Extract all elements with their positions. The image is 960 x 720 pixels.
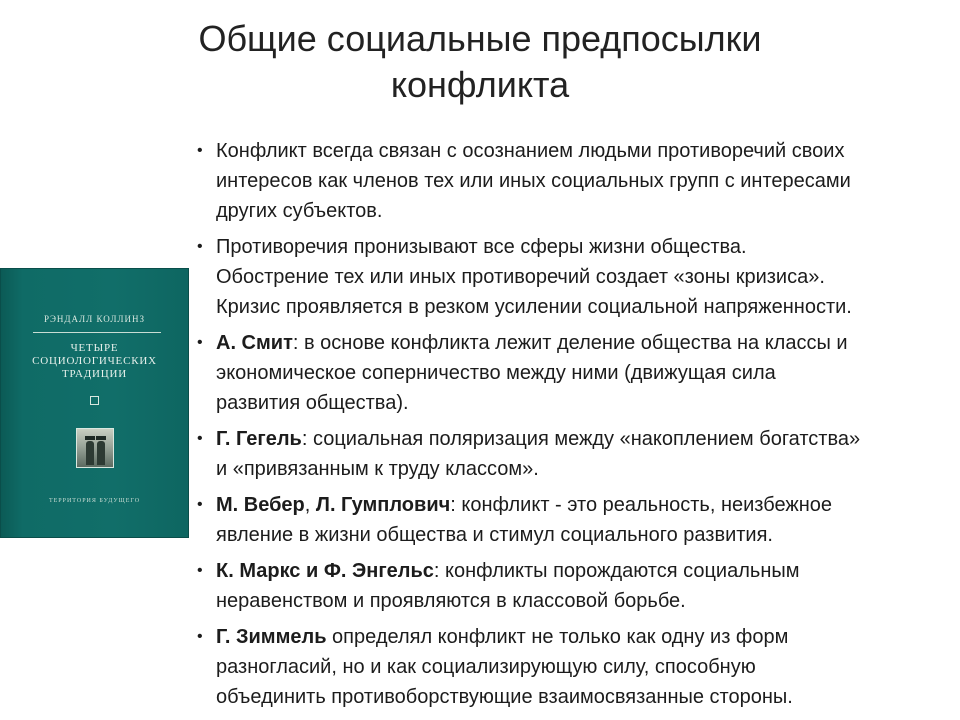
bullet-item bbox=[193, 232, 955, 322]
bullet-item bbox=[193, 556, 955, 616]
bullet-line: Кризис проявляется в резком усилении социальной напряженности. bbox=[216, 296, 852, 318]
bullet-text: , bbox=[304, 494, 316, 516]
bullet-item bbox=[193, 424, 955, 484]
bullet-text: : конфликты порождаются социальным bbox=[433, 560, 800, 582]
bullet-item bbox=[193, 136, 955, 226]
bullet-line bbox=[216, 490, 955, 520]
book-author: РЭНДАЛЛ КОЛЛИНЗ bbox=[43, 314, 146, 324]
bullet-line bbox=[216, 424, 955, 454]
bullet-line: разногласий, но и как социализирующую силу, способную bbox=[216, 656, 756, 678]
bullet-author: К. Маркс и Ф. Энгельс bbox=[216, 560, 434, 582]
bullet-dot-icon: • bbox=[197, 142, 203, 159]
book-emblem-icon bbox=[90, 396, 99, 405]
slide-title-line-1: Общие социальные предпосылки bbox=[198, 18, 762, 59]
bullet-line: развития общества). bbox=[216, 392, 409, 414]
bullet-text: определял конфликт не только как одну из форм bbox=[326, 626, 789, 648]
slide-title-line-2: конфликта bbox=[390, 64, 570, 105]
bullet-author: Л. Гумплович bbox=[315, 494, 451, 516]
bullet-line: Противоречия пронизывают все сферы жизни общества. bbox=[216, 236, 747, 258]
slide-title bbox=[0, 16, 960, 108]
bullet-line: явление в жизни общества и стимул социального развития. bbox=[216, 524, 773, 546]
bullet-dot-icon: • bbox=[197, 628, 203, 645]
book-title-line-2: СОЦИОЛОГИЧЕСКИХ bbox=[32, 355, 157, 367]
book-title bbox=[0, 342, 189, 381]
bullet-item bbox=[193, 328, 955, 418]
bullet-text: : конфликт - это реальность, неизбежное bbox=[450, 494, 833, 516]
book-publisher: ТЕРРИТОРИЯ БУДУЩЕГО bbox=[48, 498, 141, 504]
bullet-author: А. Смит bbox=[216, 332, 293, 354]
bullet-dot-icon: • bbox=[197, 238, 203, 255]
bullet-dot-icon: • bbox=[197, 496, 203, 513]
bullet-author: М. Вебер bbox=[216, 494, 305, 516]
book-illustration bbox=[76, 428, 114, 468]
bullet-line: Конфликт всегда связан с осознанием людьми противоречий своих bbox=[216, 140, 845, 162]
book-cover-image bbox=[0, 268, 189, 538]
bullet-dot-icon: • bbox=[197, 334, 203, 351]
bullet-text: : социальная поляризация между «накоплением богатства» bbox=[301, 428, 861, 450]
bullet-line: других субъектов. bbox=[216, 200, 383, 222]
bullet-line: экономическое соперничество между ними (движущая сила bbox=[216, 362, 776, 384]
bullet-item bbox=[193, 622, 955, 712]
bullet-item bbox=[193, 490, 955, 550]
bullet-line bbox=[216, 556, 955, 586]
bullet-line: объединить противоборствующие взаимосвязанные стороны. bbox=[216, 686, 793, 708]
bullet-dot-icon: • bbox=[197, 430, 203, 447]
bullet-text: : в основе конфликта лежит деление общества на классы и bbox=[292, 332, 848, 354]
bullet-line bbox=[216, 328, 955, 358]
bullet-line: интересов как членов тех или иных социальных групп с интересами bbox=[216, 170, 851, 192]
book-title-line-1: ЧЕТЫРЕ bbox=[70, 342, 119, 354]
bullet-line: неравенством и проявляются в классовой борьбе. bbox=[216, 590, 686, 612]
bullet-list bbox=[193, 136, 955, 718]
bullet-line: и «привязанным к труду классом». bbox=[216, 458, 539, 480]
bullet-author: Г. Зиммель bbox=[216, 626, 327, 648]
bullet-line: Обострение тех или иных противоречий создает «зоны кризиса». bbox=[216, 266, 825, 288]
bullet-author: Г. Гегель bbox=[216, 428, 302, 450]
bullet-line bbox=[216, 622, 955, 652]
book-title-line-3: ТРАДИЦИИ bbox=[61, 368, 128, 380]
bullet-dot-icon: • bbox=[197, 562, 203, 579]
book-divider-top bbox=[33, 332, 161, 333]
